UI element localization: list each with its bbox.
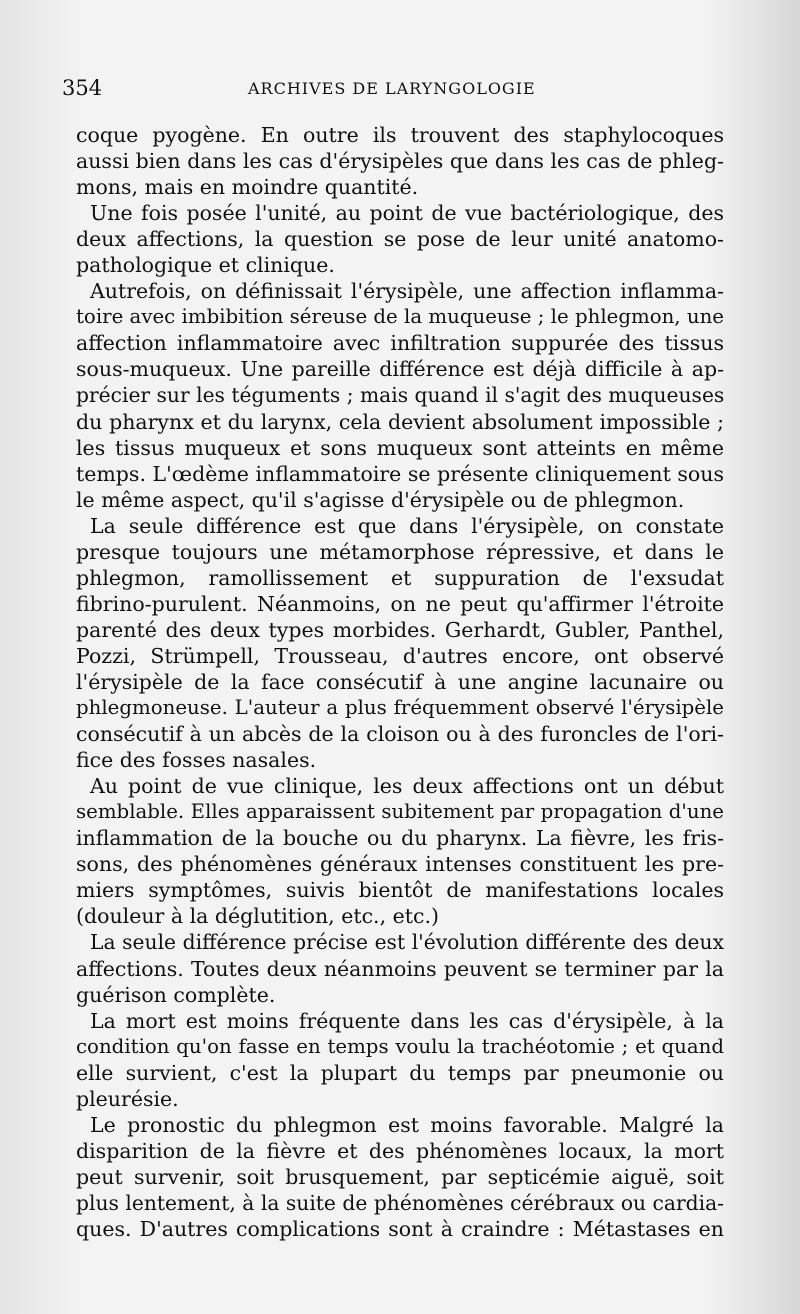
text-line: du pharynx et du larynx, cela devient absolument impossible ;: [76, 409, 724, 434]
text-line: phlegmon, ramollissement et suppuration de l'exsudat: [76, 565, 724, 590]
text-line: fibrino-purulent. Néanmoins, on ne peut qu'affirmer l'étroite: [76, 591, 724, 616]
text-line: fice des fosses nasales.: [76, 748, 317, 773]
text-line: presque toujours une métamorphose répressive, et dans le: [76, 539, 724, 564]
text-line: mons, mais en moindre quantité.: [76, 175, 419, 200]
text-line: pathologique et clinique.: [76, 253, 335, 278]
text-line: La seule différence précise est l'évolution différente des deux: [90, 930, 724, 955]
text-line: sous-muqueux. Une pareille différence est déjà difficile à ap-: [76, 357, 724, 382]
text-line: Autrefois, on définissait l'érysipèle, une affection inflamma-: [90, 279, 724, 304]
text-line: elle survient, c'est la plupart du temps par pneumonie ou: [76, 1060, 724, 1085]
text-line: plus lentement, à la suite de phénomènes cérébraux ou cardia-: [76, 1190, 724, 1215]
text-line: miers symptômes, suivis bientôt de manifestations locales: [76, 878, 724, 903]
text-line: inflammation de la bouche ou du pharynx. La fièvre, les fris-: [76, 826, 724, 851]
text-line: condition qu'on fasse en temps voulu la trachéotomie ; et quand: [76, 1034, 724, 1058]
text-line: affection inflammatoire avec infiltration suppurée des tissus: [76, 331, 724, 356]
text-line: temps. L'œdème inflammatoire se présente cliniquement sous: [76, 461, 724, 486]
text-line: Pozzi, Strümpell, Trousseau, d'autres encore, ont observé: [76, 643, 724, 668]
text-line: Une fois posée l'unité, au point de vue bactériologique, des: [90, 201, 724, 226]
text-line: précier sur les téguments ; mais quand il s'agit des muqueuses: [76, 383, 724, 408]
text-line: La seule différence est que dans l'érysipèle, on constate: [90, 513, 724, 538]
text-line: pleurésie.: [76, 1086, 179, 1111]
running-title: ARCHIVES DE LARYNGOLOGIE: [248, 79, 536, 98]
text-line: Au point de vue clinique, les deux affections ont un début: [90, 774, 724, 799]
text-line: parenté des deux types morbides. Gerhardt, Gubler, Panthel,: [76, 617, 724, 642]
text-line: consécutif à un abcès de la cloison ou à des furoncles de l'ori-: [76, 722, 724, 747]
text-line: le même aspect, qu'il s'agisse d'érysipèle ou de phlegmon.: [76, 487, 685, 512]
text-line: affections. Toutes deux néanmoins peuvent se terminer par la: [76, 956, 724, 981]
text-line: toire avec imbibition séreuse de la muqueuse ; le phlegmon, une: [76, 305, 724, 329]
text-line: sons, des phénomènes généraux intenses constituent les pre-: [76, 852, 724, 877]
page-number: 354: [62, 76, 103, 100]
text-line: guérison complète.: [76, 982, 276, 1007]
text-line: aussi bien dans les cas d'érysipèles que dans les cas de phleg-: [76, 149, 724, 174]
page-header: [62, 76, 712, 102]
text-line: (douleur à la déglutition, etc., etc.): [76, 904, 439, 929]
text-line: l'érysipèle de la face consécutif à une angine lacunaire ou: [76, 669, 724, 694]
text-line: Le pronostic du phlegmon est moins favorable. Malgré la: [90, 1112, 724, 1137]
body-text: [76, 122, 724, 1242]
text-line: ques. D'autres complications sont à craindre : Métastases en: [76, 1216, 724, 1241]
text-line: coque pyogène. En outre ils trouvent des staphylocoques: [76, 123, 724, 147]
text-line: les tissus muqueux et sons muqueux sont atteints en même: [76, 435, 724, 460]
text-line: disparition de la fièvre et des phénomènes locaux, la mort: [76, 1138, 724, 1163]
text-line: phlegmoneuse. L'auteur a plus fréquemment observé l'érysipèle: [76, 696, 724, 720]
text-line: semblable. Elles apparaissent subitement par propagation d'une: [76, 800, 724, 824]
text-line: peut survenir, soit brusquement, par septicémie aiguë, soit: [76, 1164, 724, 1189]
text-line: deux affections, la question se pose de leur unité anatomo-: [76, 227, 724, 252]
text-line: La mort est moins fréquente dans les cas d'érysipèle, à la: [90, 1008, 724, 1033]
